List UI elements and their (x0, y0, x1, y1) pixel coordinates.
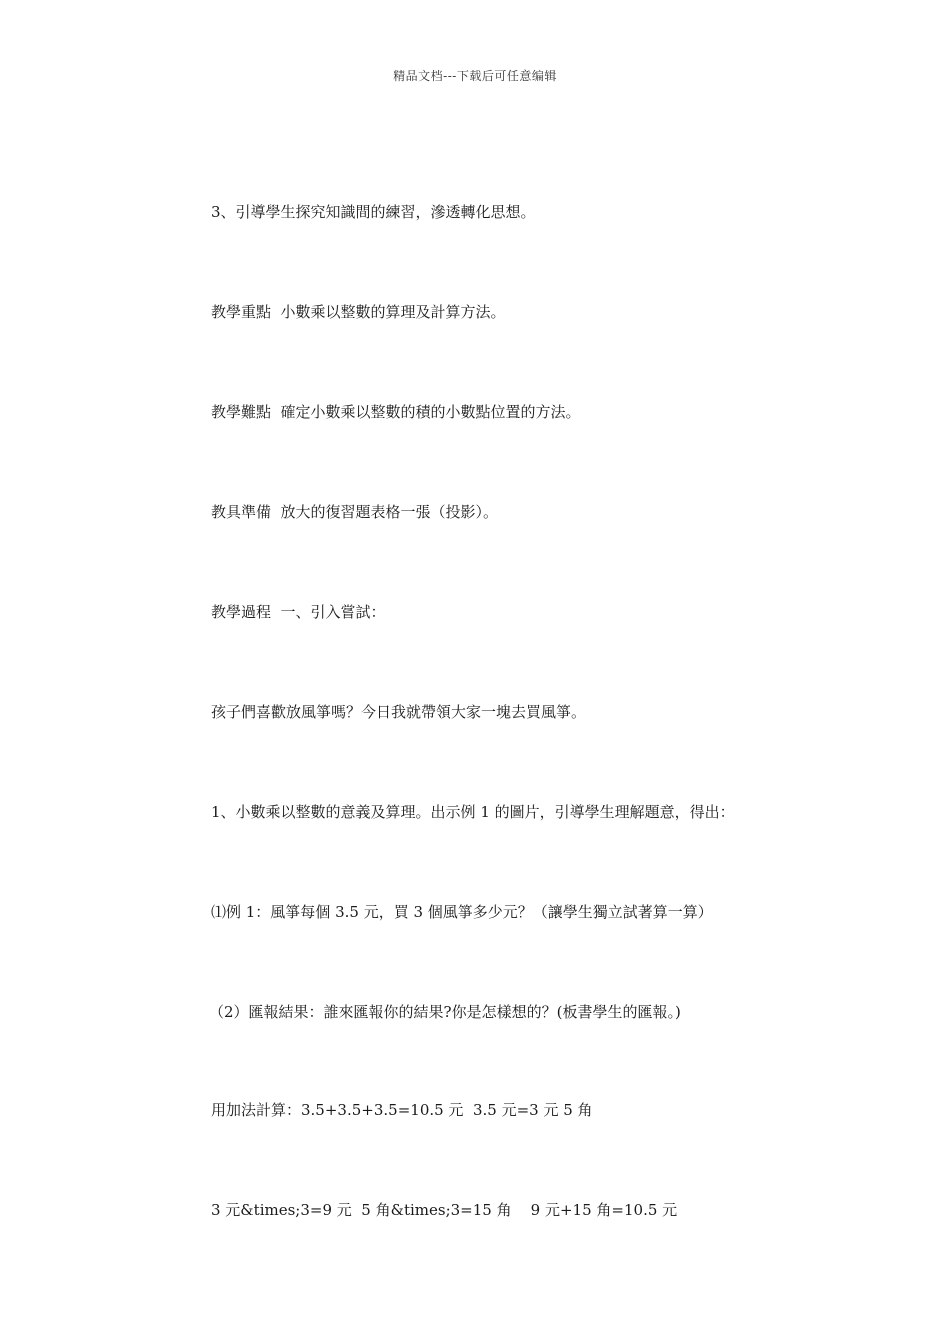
multiplication-calc-line: 3 元&times;3=9 元 5 角&times;3=15 角 9 元+15 角=10.5 元 (211, 1201, 678, 1219)
section-one-line: 1、小數乘以整數的意義及算理。出示例 1 的圖片，引導學生理解題意，得出： (211, 803, 735, 821)
page-header: 精品文档---下载后可任意编辑 (393, 69, 557, 83)
report-results-line: （2）匯報結果：誰來匯報你的結果?你是怎樣想的？(板書學生的匯報。) (209, 1003, 681, 1021)
addition-calc-line: 用加法計算：3.5+3.5+3.5=10.5 元 3.5 元=3 元 5 角 (211, 1101, 593, 1119)
example-one-line: ⑴例 1：風箏每個 3.5 元，買 3 個風箏多少元？（讓學生獨立試著算一算） (211, 903, 713, 921)
intro-question-line: 孩子們喜歡放風箏嗎？今日我就帶領大家一塊去買風箏。 (211, 703, 587, 721)
teaching-process-line: 教學過程 一、引入嘗試： (211, 603, 386, 621)
teaching-aids-line: 教具準備 放大的復習題表格一張（投影）。 (211, 503, 499, 521)
objective-line: 3、引導學生探究知識間的練習，滲透轉化思想。 (211, 203, 536, 221)
teaching-difficulty-line: 教學難點 確定小數乘以整數的積的小數點位置的方法。 (211, 403, 581, 421)
teaching-focus-line: 教學重點 小數乘以整數的算理及計算方法。 (211, 303, 506, 321)
